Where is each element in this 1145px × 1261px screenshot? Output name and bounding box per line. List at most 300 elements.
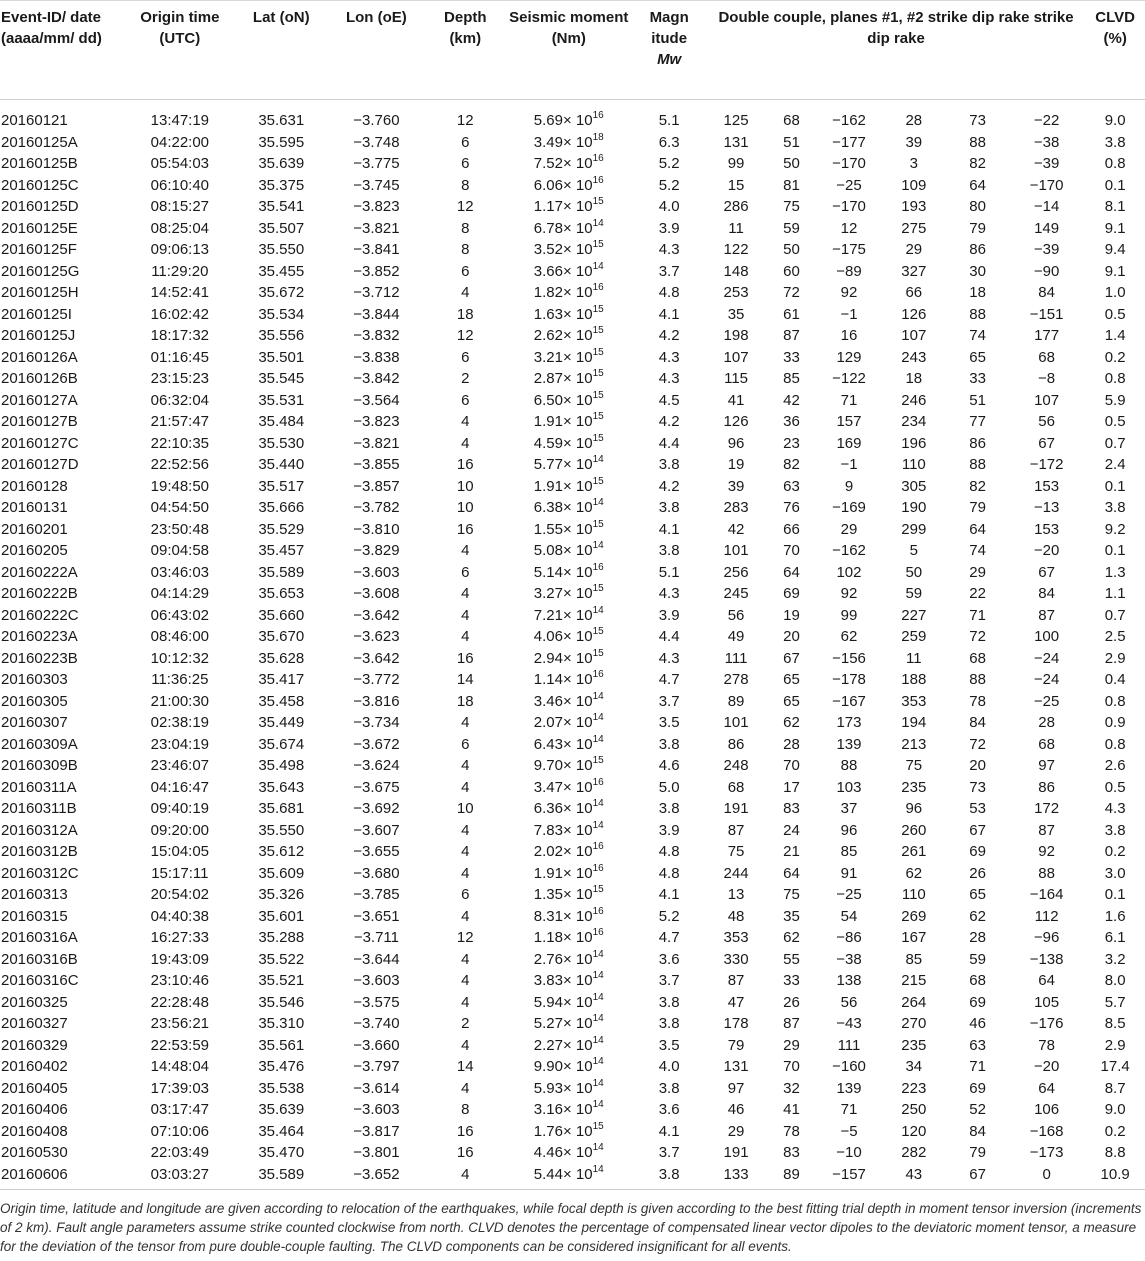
cell-dip2: 64 (969, 520, 986, 538)
moment-times-ten: × 10 (563, 563, 593, 581)
cell-lat: 35.457 (258, 542, 305, 559)
table-row (0, 390, 1145, 412)
cell-depth: 12 (456, 327, 474, 344)
cell-strike2: 167 (901, 929, 927, 946)
cell-depth: 12 (456, 112, 474, 129)
cell-origin-time: 08:46:00 (150, 628, 210, 645)
moment-exponent: 14 (592, 1034, 604, 1046)
cell-dip1: 70 (783, 757, 800, 774)
moment-mantissa: 2.02 (533, 843, 563, 860)
cell-lat: 35.534 (258, 305, 305, 323)
cell-rake2: 172 (1034, 800, 1060, 817)
cell-seismic-moment (506, 282, 631, 304)
cell-strike1: 29 (727, 1122, 745, 1140)
cell-event-id: 20160223A (1, 628, 78, 645)
cell-lon: −3.564 (353, 391, 400, 409)
header-seismic-moment: Seismic moment (Nm) (506, 1, 631, 100)
cell-lat: 35.484 (258, 413, 305, 430)
moment-exponent: 15 (592, 196, 604, 207)
cell-seismic-moment (506, 390, 631, 412)
cell-event-id: 20160125B (1, 155, 78, 172)
cell-event-id: 20160312C (1, 864, 79, 882)
cell-dip1: 60 (783, 262, 800, 280)
moment-times-ten: × 10 (563, 176, 593, 194)
cell-magnitude: 3.7 (658, 972, 680, 989)
cell-strike2: 75 (905, 757, 923, 774)
cell-magnitude: 4.0 (658, 1058, 680, 1075)
moment-mantissa: 2.27 (533, 1036, 563, 1054)
moment-mantissa: 9.90 (533, 1058, 563, 1075)
cell-lat: 35.521 (258, 972, 305, 989)
cell-magnitude: 6.3 (658, 133, 680, 151)
cell-seismic-moment (506, 218, 631, 240)
cell-origin-time: 19:43:09 (150, 950, 210, 968)
cell-dip2: 78 (969, 692, 986, 710)
cell-strike1: 111 (724, 649, 748, 667)
table-row (0, 368, 1145, 390)
cell-clvd: 0.8 (1104, 735, 1126, 753)
cell-strike2: 353 (901, 692, 927, 710)
cell-magnitude: 4.3 (658, 241, 680, 258)
cell-dip1: 68 (783, 112, 800, 129)
cell-dip1: 35 (783, 907, 800, 925)
cell-lon: −3.740 (353, 1015, 400, 1032)
cell-event-id: 20160309A (1, 735, 78, 753)
moment-mantissa: 1.63 (533, 305, 563, 323)
cell-origin-time: 04:14:29 (150, 585, 210, 602)
cell-rake2: 100 (1034, 628, 1060, 645)
cell-clvd: 9.1 (1104, 219, 1126, 237)
cell-lon: −3.832 (353, 327, 400, 344)
cell-event-id: 20160121 (1, 112, 68, 129)
cell-lon: −3.692 (353, 800, 400, 817)
cell-strike1: 198 (723, 327, 749, 344)
cell-dip1: 29 (783, 1036, 800, 1054)
cell-magnitude: 4.1 (658, 886, 680, 903)
cell-rake2: 56 (1038, 413, 1055, 430)
cell-lon: −3.823 (353, 198, 400, 215)
cell-seismic-moment (506, 755, 631, 777)
cell-depth: 2 (461, 1015, 470, 1032)
cell-origin-time: 11:36:25 (151, 671, 209, 688)
header-lon: Lon (oE) (328, 1, 424, 100)
cell-depth: 4 (461, 585, 470, 602)
cell-seismic-moment (506, 433, 631, 455)
cell-origin-time: 23:50:48 (150, 520, 210, 538)
cell-depth: 4 (461, 434, 470, 452)
moment-mantissa: 2.07 (533, 714, 563, 731)
cell-seismic-moment (506, 454, 631, 476)
cell-depth: 6 (461, 886, 470, 903)
moment-mantissa: 1.91 (533, 413, 563, 430)
moment-mantissa: 5.27 (533, 1015, 563, 1032)
cell-rake1: 9 (844, 477, 854, 495)
cell-seismic-moment (506, 562, 631, 584)
moment-mantissa: 6.50 (533, 391, 563, 409)
cell-magnitude: 4.3 (658, 649, 680, 667)
cell-rake1: −1 (840, 456, 858, 473)
cell-seismic-moment (506, 100, 631, 132)
cell-dip2: 30 (969, 262, 986, 280)
cell-strike2: 3 (909, 155, 918, 172)
moment-times-ten: × 10 (563, 1079, 593, 1097)
cell-strike2: 18 (905, 370, 923, 387)
cell-lat: 35.550 (258, 241, 305, 258)
cell-rake1: 54 (840, 907, 858, 925)
cell-strike2: 196 (901, 434, 927, 452)
cell-origin-time: 07:10:06 (150, 1122, 210, 1140)
cell-magnitude: 4.1 (658, 1122, 680, 1140)
cell-lat: 35.498 (258, 757, 305, 774)
cell-dip1: 78 (783, 1122, 800, 1140)
cell-origin-time: 23:56:21 (150, 1015, 210, 1032)
cell-rake1: −86 (836, 929, 862, 946)
cell-strike2: 235 (901, 1036, 927, 1054)
moment-mantissa: 5.14 (533, 563, 563, 581)
cell-strike2: 299 (901, 520, 927, 538)
cell-rake2: 153 (1034, 520, 1060, 538)
cell-seismic-moment (506, 648, 631, 670)
cell-origin-time: 14:48:04 (150, 1058, 210, 1075)
cell-strike2: 34 (905, 1058, 923, 1075)
cell-seismic-moment (506, 906, 631, 928)
cell-seismic-moment (506, 1099, 631, 1121)
moment-times-ten: × 10 (563, 241, 593, 258)
cell-depth: 4 (425, 1164, 507, 1190)
cell-strike1: 86 (727, 735, 745, 753)
moment-exponent: 14 (592, 1142, 604, 1153)
cell-dip2: 64 (969, 176, 986, 194)
cell-dip1: 26 (783, 993, 800, 1011)
cell-lat: 35.674 (258, 735, 305, 753)
cell-rake2: 87 (1038, 821, 1055, 839)
cell-magnitude: 3.8 (658, 735, 680, 753)
cell-rake2: −170 (1029, 176, 1064, 194)
moment-times-ten: × 10 (563, 219, 593, 237)
cell-dip1: 32 (783, 1079, 800, 1097)
moment-times-ten: × 10 (563, 327, 593, 344)
cell-origin-time: 06:32:04 (150, 391, 210, 409)
cell-rake1: 71 (840, 1101, 858, 1118)
cell-dip2: 88 (969, 456, 986, 473)
cell-depth: 2 (461, 370, 470, 387)
cell-seismic-moment (506, 626, 631, 648)
cell-strike1: 46 (727, 1101, 745, 1118)
cell-lat: 35.672 (258, 284, 305, 301)
cell-dip1: 87 (783, 327, 800, 344)
cell-strike2: 39 (905, 133, 923, 151)
cell-clvd: 8.5 (1104, 1015, 1126, 1032)
cell-dip2: 73 (969, 112, 986, 129)
header-clvd: CLVD (%) (1085, 1, 1145, 100)
cell-lon: −3.623 (353, 628, 400, 645)
cell-clvd: 0.8 (1104, 155, 1126, 172)
moment-times-ten: × 10 (563, 950, 593, 968)
cell-event-id: 20160201 (1, 520, 68, 538)
cell-strike2: 190 (901, 499, 927, 516)
moment-exponent: 18 (592, 131, 604, 143)
cell-strike2: 109 (901, 176, 927, 194)
cell-lon: −3.841 (353, 241, 400, 258)
header-lat: Lat (oN) (234, 1, 328, 100)
moment-times-ten: × 10 (563, 864, 593, 882)
cell-rake1: −25 (836, 886, 862, 903)
cell-rake1: −156 (832, 649, 866, 667)
moment-times-ten: × 10 (563, 886, 593, 903)
cell-rake1: 102 (836, 563, 862, 581)
moment-times-ten: × 10 (563, 649, 593, 667)
cell-rake2: −8 (1038, 370, 1056, 387)
cell-origin-time: 01:16:45 (150, 348, 210, 366)
moment-exponent: 14 (592, 948, 604, 960)
cell-depth: 4 (461, 972, 470, 989)
cell-origin-time: 04:16:47 (150, 778, 210, 796)
cell-lon: −3.816 (353, 692, 400, 710)
cell-seismic-moment (506, 153, 631, 175)
moment-mantissa: 1.18 (533, 929, 563, 946)
cell-rake2: −39 (1033, 155, 1060, 172)
moment-mantissa: 5.44 (533, 1165, 563, 1183)
cell-rake2: 149 (1034, 219, 1060, 237)
cell-strike1: 122 (723, 241, 749, 258)
cell-clvd: 2.6 (1104, 757, 1126, 774)
cell-dip2: 68 (969, 649, 986, 667)
moment-times-ten: × 10 (563, 972, 593, 989)
cell-lat: 35.589 (234, 1164, 328, 1190)
cell-magnitude: 5.2 (658, 907, 680, 925)
cell-dip2: 26 (969, 864, 986, 882)
cell-lat: 35.631 (258, 112, 305, 129)
cell-clvd: 0.5 (1104, 778, 1126, 796)
cell-origin-time: 23:15:23 (150, 370, 210, 387)
cell-strike2: 107 (901, 327, 927, 344)
moment-exponent: 14 (592, 217, 604, 229)
cell-strike2: 305 (901, 477, 927, 495)
cell-origin-time: 19:48:50 (150, 477, 210, 495)
cell-event-id: 20160316B (1, 950, 78, 968)
cell-rake1: 173 (836, 714, 862, 731)
cell-rake2: 97 (1038, 757, 1055, 774)
cell-event-id: 20160312A (1, 821, 78, 839)
cell-event-id: 20160222B (1, 585, 78, 602)
cell-rake2: 112 (1034, 907, 1059, 925)
cell-lat: 35.449 (258, 714, 305, 731)
cell-dip2: 67 (969, 821, 986, 839)
cell-strike1: 42 (727, 520, 745, 538)
cell-magnitude: 3.8 (658, 499, 680, 516)
moment-exponent: 14 (592, 1077, 604, 1089)
cell-event-id: 20160205 (1, 542, 68, 559)
cell-clvd: 1.3 (1104, 563, 1126, 581)
moment-mantissa: 2.76 (533, 950, 563, 968)
table-row (0, 1078, 1145, 1100)
cell-seismic-moment (506, 540, 631, 562)
moment-times-ten: × 10 (563, 929, 593, 946)
cell-rake2: −151 (1029, 305, 1064, 323)
cell-origin-time: 13:47:19 (150, 112, 210, 129)
cell-rake1: −170 (832, 155, 866, 172)
cell-dip2: 71 (969, 1058, 986, 1075)
cell-dip1: 82 (783, 456, 800, 473)
cell-strike2: 269 (901, 907, 927, 925)
moment-mantissa: 5.94 (533, 993, 563, 1011)
cell-magnitude: 5.1 (658, 112, 680, 129)
cell-rake1: −175 (832, 241, 866, 258)
cell-dip2: 79 (969, 499, 986, 516)
cell-dip2: 63 (969, 1036, 986, 1054)
moment-mantissa: 4.46 (533, 1144, 563, 1161)
cell-lon: −3.748 (353, 133, 400, 151)
cell-lon: −3.603 (353, 972, 400, 989)
cell-origin-time: 22:10:35 (150, 434, 210, 452)
cell-dip1: 75 (783, 198, 800, 215)
moment-exponent: 15 (592, 303, 604, 315)
cell-depth: 4 (461, 1079, 470, 1097)
moment-exponent: 14 (592, 712, 604, 723)
moment-exponent: 14 (592, 970, 604, 981)
cell-dip2: 77 (969, 413, 986, 430)
cell-lat: 35.660 (258, 606, 305, 624)
cell-rake2: −20 (1033, 542, 1060, 559)
cell-event-id: 20160222C (1, 606, 79, 624)
cell-rake1: 111 (837, 1036, 861, 1054)
cell-event-id: 20160316C (1, 972, 79, 989)
cell-origin-time: 08:25:04 (150, 219, 210, 237)
cell-dip2: 62 (969, 907, 986, 925)
cell-rake1: 138 (836, 972, 862, 989)
cell-rake2: 84 (1038, 284, 1055, 301)
moment-times-ten: × 10 (563, 284, 593, 301)
cell-lat: 35.417 (258, 671, 305, 688)
cell-origin-time: 09:20:00 (150, 821, 210, 839)
cell-strike2: 259 (901, 628, 927, 645)
cell-dip2: 74 (969, 542, 986, 559)
cell-event-id: 20160127C (1, 434, 79, 452)
cell-lon: −3.652 (328, 1164, 424, 1190)
moment-times-ten: × 10 (563, 477, 593, 495)
cell-strike1: 47 (727, 993, 745, 1011)
cell-seismic-moment (506, 712, 631, 734)
cell-event-id: 20160325 (1, 993, 68, 1011)
cell-strike1: 75 (727, 843, 745, 860)
moment-mantissa: 2.94 (533, 649, 563, 667)
moment-mantissa: 9.70 (533, 757, 563, 774)
moment-exponent: 15 (592, 239, 604, 250)
cell-seismic-moment (506, 304, 631, 326)
cell-dip1: 65 (783, 671, 800, 688)
cell-lon: −3.857 (353, 477, 400, 495)
cell-seismic-moment (506, 949, 631, 971)
cell-rake1: −167 (832, 692, 866, 710)
cell-dip1: 59 (783, 219, 800, 237)
cell-magnitude: 3.8 (658, 993, 680, 1011)
moment-exponent: 14 (592, 1056, 604, 1067)
cell-rake2: −20 (1033, 1058, 1060, 1075)
cell-rake2: 107 (1034, 391, 1060, 409)
cell-strike2: 260 (901, 821, 927, 839)
moment-exponent: 16 (592, 841, 604, 852)
cell-dip2: 79 (969, 219, 986, 237)
cell-strike1: 79 (727, 1036, 745, 1054)
cell-strike1: 286 (723, 198, 749, 215)
cell-strike2: 59 (905, 585, 923, 602)
cell-clvd: 0.2 (1104, 1122, 1126, 1140)
cell-rake2: −13 (1033, 499, 1060, 516)
cell-dip1: 75 (783, 886, 800, 903)
cell-rake1: 92 (840, 585, 858, 602)
cell-magnitude: 4.5 (658, 391, 680, 409)
cell-dip1: 21 (783, 843, 800, 860)
cell-clvd: 0.9 (1104, 714, 1126, 731)
moment-mantissa: 1.91 (533, 477, 563, 495)
cell-dip1: 36 (783, 413, 800, 430)
cell-rake1: 169 (836, 434, 862, 452)
cell-event-id: 20160316A (1, 929, 78, 946)
cell-lon: −3.760 (353, 112, 400, 129)
cell-origin-time: 11:29:20 (151, 262, 209, 280)
cell-dip2: 82 (969, 477, 986, 495)
cell-event-id: 20160315 (1, 907, 68, 925)
cell-strike1: 244 (723, 864, 749, 882)
cell-origin-time: 23:46:07 (150, 757, 210, 774)
cell-rake2: 64 (1038, 1079, 1055, 1097)
moment-exponent: 15 (592, 432, 604, 444)
cell-magnitude: 3.5 (658, 1036, 680, 1054)
cell-depth: 10 (456, 477, 474, 495)
cell-strike1: 191 (723, 800, 749, 817)
cell-event-id: 20160125H (1, 284, 79, 301)
cell-event-id: 20160127A (1, 391, 78, 409)
cell-rake2: 105 (1034, 993, 1060, 1011)
header-mw: Mw (657, 51, 682, 68)
moment-mantissa: 4.59 (533, 434, 563, 452)
cell-rake1: 37 (840, 800, 858, 817)
table-row (0, 949, 1145, 971)
header-origin-time: Origin time (UTC) (125, 1, 234, 100)
cell-rake1: 12 (840, 219, 858, 237)
table-row (0, 691, 1145, 713)
cell-depth: 4 (461, 606, 470, 624)
cell-seismic-moment (506, 1142, 631, 1164)
cell-strike1: 89 (727, 692, 745, 710)
moment-times-ten: × 10 (563, 1015, 593, 1032)
moment-exponent: 14 (592, 1163, 604, 1175)
moment-mantissa: 7.52 (533, 155, 563, 172)
cell-depth: 16 (456, 1122, 474, 1140)
cell-event-id: 20160125E (1, 219, 78, 237)
cell-rake2: −14 (1033, 198, 1060, 215)
cell-clvd: 0.1 (1104, 886, 1126, 903)
moment-mantissa: 8.31 (533, 907, 563, 925)
cell-strike2: 29 (905, 241, 923, 258)
cell-lon: −3.772 (353, 671, 400, 688)
cell-rake2: −24 (1033, 671, 1060, 688)
moment-times-ten: × 10 (563, 1165, 593, 1183)
cell-strike1: 87 (727, 821, 745, 839)
moment-mantissa: 5.77 (533, 456, 563, 473)
cell-clvd: 3.2 (1104, 950, 1126, 968)
cell-origin-time: 15:04:05 (150, 843, 210, 860)
cell-strike1: 87 (727, 972, 745, 989)
moment-mantissa: 3.21 (533, 348, 563, 366)
cell-event-id: 20160313 (1, 886, 68, 903)
table-row (0, 175, 1145, 197)
cell-seismic-moment (506, 970, 631, 992)
cell-lat: 35.670 (258, 628, 305, 645)
cell-lon: −3.821 (353, 434, 400, 452)
cell-rake2: −24 (1033, 649, 1060, 667)
cell-magnitude: 3.8 (632, 1164, 707, 1190)
